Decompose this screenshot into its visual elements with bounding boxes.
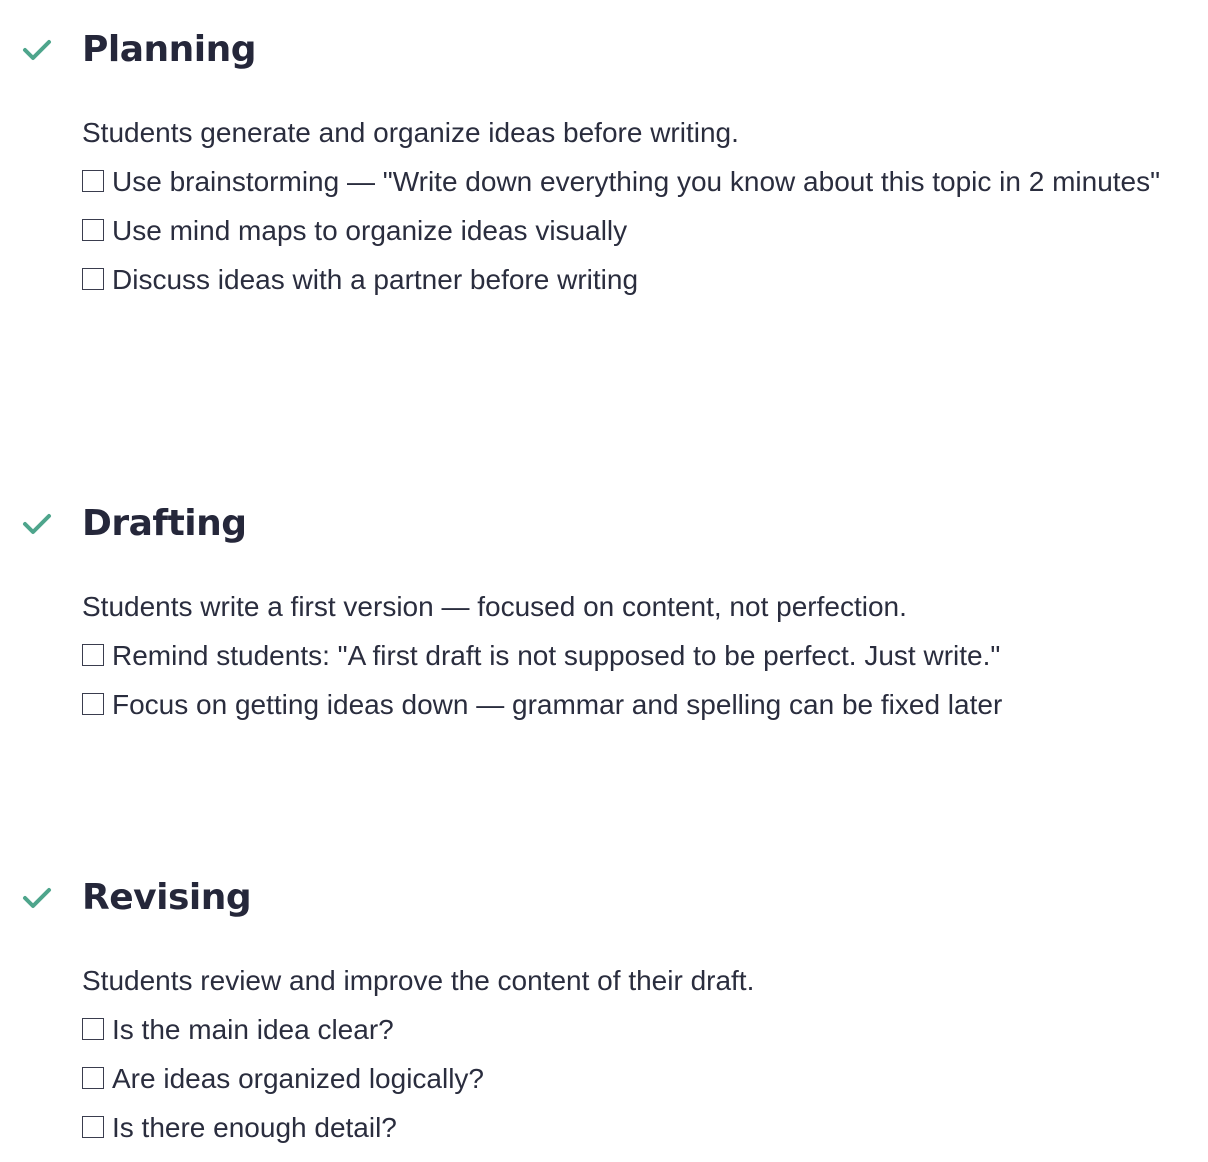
- checklist-item-label: Use mind maps to organize ideas visually: [112, 215, 628, 246]
- checkbox[interactable]: [82, 268, 104, 290]
- checklist-item-label: Focus on getting ideas down — grammar and spelling can be fixed later: [112, 689, 1003, 720]
- section-header: [0, 24, 1208, 80]
- checklist-item-label: Is there enough detail?: [112, 1112, 397, 1143]
- section-title: Revising: [82, 877, 252, 918]
- check-icon: [22, 512, 52, 536]
- check-icon: [22, 886, 52, 910]
- checklist: [82, 631, 1192, 729]
- section-revising: [0, 872, 1208, 1143]
- section-planning: [0, 24, 1208, 295]
- checkbox[interactable]: [82, 219, 104, 241]
- section-body: [82, 956, 1192, 1152]
- checkbox[interactable]: [82, 1116, 104, 1138]
- checklist-item: [82, 1054, 1192, 1103]
- checklist: [82, 157, 1192, 304]
- section-header: [0, 498, 1208, 554]
- checklist: [82, 1005, 1192, 1152]
- checkbox[interactable]: [82, 170, 104, 192]
- section-title: Planning: [82, 29, 257, 70]
- checklist-item: [82, 1103, 1192, 1152]
- section-header: [0, 872, 1208, 928]
- checklist-item: [82, 206, 1192, 255]
- section-description: Students review and improve the content of their draft.: [82, 965, 755, 996]
- checklist-item: [82, 255, 1192, 304]
- check-icon: [22, 38, 52, 62]
- checklist-item-label: Discuss ideas with a partner before writing: [112, 264, 639, 295]
- checklist-item-label: Are ideas organized logically?: [112, 1063, 484, 1094]
- checklist-item-label: Use brainstorming — "Write down everything you know about this topic in 2 minutes": [112, 166, 1161, 197]
- section-description: Students generate and organize ideas before writing.: [82, 117, 739, 148]
- section-title: Drafting: [82, 503, 247, 544]
- checklist-item: [82, 631, 1192, 680]
- checkbox[interactable]: [82, 1018, 104, 1040]
- checklist-item: [82, 1005, 1192, 1054]
- section-body: [82, 582, 1192, 729]
- section-description: Students write a first version — focused on content, not perfection.: [82, 591, 907, 622]
- section-drafting: [0, 498, 1208, 720]
- checkbox[interactable]: [82, 644, 104, 666]
- checkbox[interactable]: [82, 1067, 104, 1089]
- checklist-item-label: Remind students: "A first draft is not supposed to be perfect. Just write.": [112, 640, 1001, 671]
- section-body: [82, 108, 1192, 304]
- checklist-item-label: Is the main idea clear?: [112, 1014, 394, 1045]
- checklist-item: [82, 157, 1192, 206]
- checklist-item: [82, 680, 1192, 729]
- checkbox[interactable]: [82, 693, 104, 715]
